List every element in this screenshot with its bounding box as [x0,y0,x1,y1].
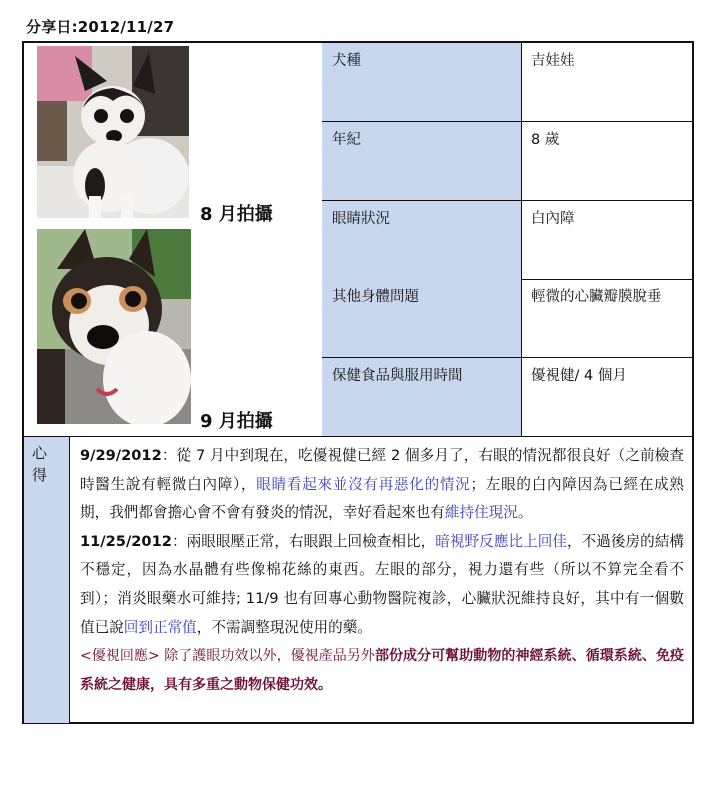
note-text: ，不過後房的結構不穩定，因為水晶體有些像棉花絲的東西。左眼的部分，視力還有些（所以不算完全看不到）；消炎眼藥水可維持; 11/9 也有回專心動物醫院複診，心臟狀況維持良好，其中有一個數值已說 [80,532,684,636]
info-label: 犬種 [322,43,522,121]
note-text: 。 [517,504,533,522]
note-highlight: 暗視野反應比上回佳 [435,532,567,550]
share-date: 分享日:2012/11/27 [26,18,175,36]
note-date: 11/25/2012 [80,532,172,550]
note-text: ：從 7 月中到現在，吃優視健已經 2 個多月了，右眼的情況都很良好（之前檢查時醫生說有輕微白內障）， [80,447,684,493]
note-text: ：兩眼眼壓正常，右眼跟上回檢查相比， [171,532,436,550]
dog-photo-august [37,46,189,218]
info-value: 優視健/ 4 個月 [531,368,627,384]
notes-label-line2: 得 [32,466,48,484]
note-date: 9/29/2012 [80,447,162,464]
info-label: 其他身體問題 [322,279,522,357]
info-value: 白內障 [531,211,575,227]
notes-label [24,437,70,723]
august-caption: 8 月拍攝 [200,204,273,225]
info-label: 眼睛狀況 [322,201,522,279]
notes-body [72,437,692,699]
info-label: 保健食品與服用時間 [322,358,522,436]
info-value: 8 歲 [531,132,560,148]
promo-bold: 部份成分可幫助動物的神經系統、循環系統、免疫系統之健康，具有多重之動物保健功效。 [80,648,684,693]
notes-row [24,436,692,723]
info-row-breed [322,43,694,122]
note-text: ，不需調整現況使用的藥。 [196,618,372,636]
dog-photo-september [37,229,191,424]
photo-cell [24,43,323,436]
dog-profile-table [22,41,694,724]
info-row-age [322,122,694,201]
september-caption: 9 月拍攝 [200,411,273,432]
info-row-supplement [322,358,694,436]
note-entry-sept [80,442,684,528]
info-label: 年紀 [322,122,522,200]
note-highlight: 維持住現況 [444,504,518,522]
info-row-eye-condition [322,201,694,280]
info-value: 輕微的心臟瓣膜脫垂 [531,289,662,305]
note-highlight: 回到正常值 [123,618,197,636]
notes-label-line1: 心 [32,444,48,462]
info-value: 吉娃娃 [531,53,575,69]
promo-response [80,642,684,699]
info-row-other-health [322,279,694,358]
promo-prefix: <優視回應> 除了護眼功效以外，優視產品另外 [80,648,375,665]
note-highlight: 眼睛看起來並沒有再惡化的情況 [256,475,471,493]
note-text: ；左眼的白內障因為已經在成熟期，我們都會擔心會不會有發炎的情況，幸好看起來也有 [80,475,684,522]
note-entry-nov [80,528,684,642]
